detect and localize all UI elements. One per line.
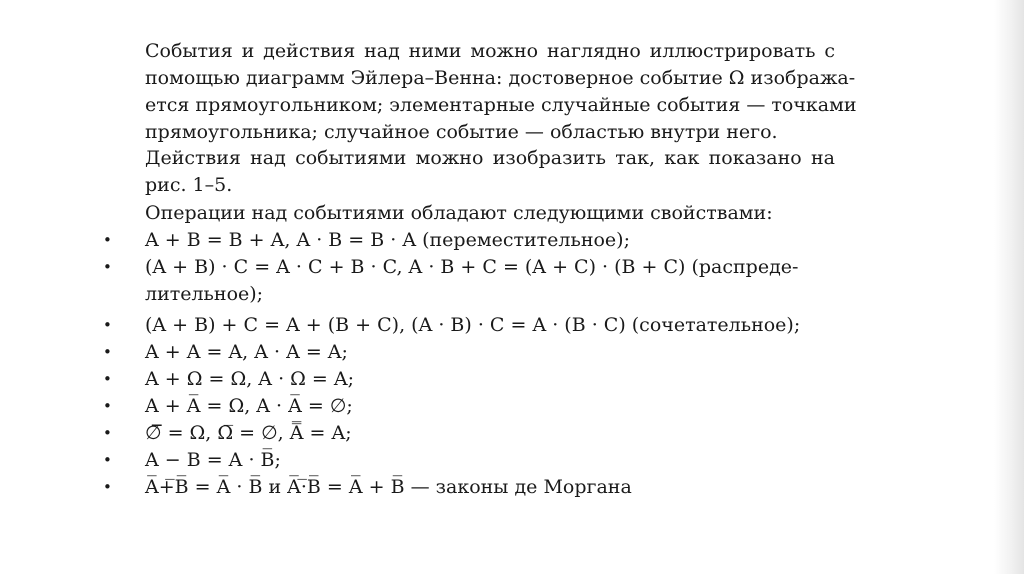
list-item [100,366,840,393]
text-line: ется прямоугольником; элементарные случайные события — точками [145,94,857,116]
list-item [100,339,840,366]
bullet-icon: • [103,258,112,276]
paragraph-euler-venn [145,38,857,146]
bullet-icon: • [103,397,112,415]
slide-right-edge [994,0,1024,574]
list-item [100,447,840,474]
bullet-icon: • [103,316,112,334]
text-line: Операции над событиями обладают следующими свойствами: [145,202,773,224]
text-line: помощью диаграмм Эйлера–Венна: достоверное событие Ω изобража- [145,67,856,89]
property-text: (A + B) · C = A · C + B · C, A · B + C = (A + C) · (B + C) (распреде- [145,256,799,278]
text-line: прямоугольника; случайное событие — областью внутри него. [145,121,778,143]
text-line: Действия над событиями можно изобразить так, как показано на [145,147,835,169]
list-item [100,474,840,501]
bullet-icon: • [103,370,112,388]
property-text: A + A̅ = Ω, A · A̅ = ∅; [145,395,353,417]
text-line: События и действия над ними можно наглядно иллюстрировать с [145,40,835,62]
scanned-page [100,0,857,520]
bullet-icon: • [103,231,112,249]
property-text: ∅̅ = Ω, Ω̅ = ∅, A̿ = A; [145,422,352,444]
bullet-icon: • [103,343,112,361]
properties-list [100,227,840,501]
property-text: A − B = A · B̅; [145,449,281,471]
list-item [100,312,840,339]
paragraph-actions [145,145,835,199]
property-text: A + Ω = Ω, A · Ω = A; [145,368,355,390]
property-text-de-morgan: A̅+̅B̅ = A̅ · B̅ и A̅·̅B̅ = A̅ + B̅ — законы де Моргана [145,476,632,498]
paragraph-properties-intro [145,200,835,227]
property-text: A + A = A, A · A = A; [145,341,348,363]
list-item [100,420,840,447]
bullet-icon: • [103,451,112,469]
property-text: (A + B) + C = A + (B + C), (A · B) · C = A · (B · C) (сочетательное); [145,314,801,336]
property-text: A + B = B + A, A · B = B · A (переместительное); [145,229,630,251]
list-item [100,227,840,254]
bullet-icon: • [103,424,112,442]
bullet-icon: • [103,478,112,496]
property-text-continued: лительное); [145,283,264,305]
list-item [100,254,840,308]
text-line: рис. 1–5. [145,174,233,196]
list-item [100,393,840,420]
